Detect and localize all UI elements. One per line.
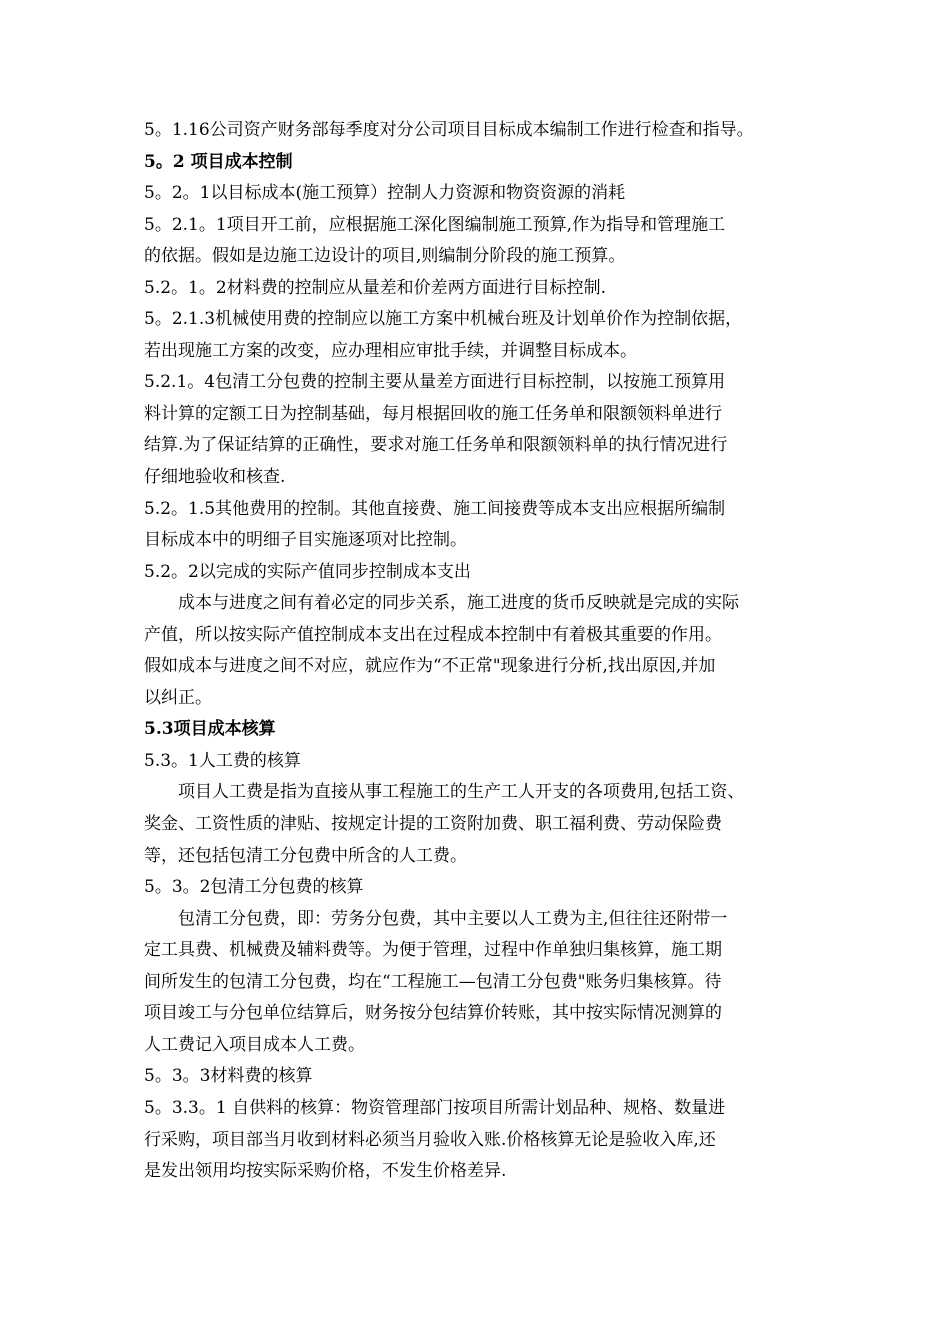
text-line: 以纠正。	[144, 687, 212, 708]
text-line: 仔细地验收和核查.	[144, 467, 286, 488]
text-line: 5。3.3。1 自供料的核算：物资管理部门按项目所需计划品种、规格、数量进	[144, 1097, 726, 1118]
text-line: 项目人工费是指为直接从事工程施工的生产工人开支的各项费用,包括工资、	[178, 782, 745, 803]
text-line: 5。3。2包清工分包费的核算	[144, 877, 364, 898]
text-line: 的依据。假如是边施工边设计的项目,则编制分阶段的施工预算。	[144, 246, 626, 267]
text-line: 人工费记入项目成本人工费。	[144, 1034, 365, 1055]
text-line: 5。1.16公司资产财务部每季度对分公司项目目标成本编制工作进行检查和指导。	[144, 120, 754, 140]
section-heading-5-3: 5.3项目成本核算	[144, 719, 276, 740]
text-line: 5.2。1.5其他费用的控制。其他直接费、施工间接费等成本支出应根据所编制	[144, 498, 726, 519]
text-line: 等，还包括包清工分包费中所含的人工费。	[144, 845, 467, 866]
text-line: 5。3。3材料费的核算	[144, 1066, 313, 1087]
text-line: 目标成本中的明细子目实施逐项对比控制。	[144, 530, 467, 551]
text-line: 料计算的定额工日为控制基础，每月根据回收的施工任务单和限额领料单进行	[144, 403, 722, 424]
text-line: 5.2。1。2材料费的控制应从量差和价差两方面进行目标控制.	[144, 277, 607, 298]
text-line: 包清工分包费，即：劳务分包费，其中主要以人工费为主,但往往还附带一	[178, 908, 728, 929]
text-line: 奖金、工资性质的津贴、按规定计提的工资附加费、职工福利费、劳动保险费	[144, 814, 722, 835]
text-line: 5.3。1人工费的核算	[144, 750, 301, 771]
document-page	[144, 115, 810, 1188]
text-line: 是发出领用均按实际采购价格，不发生价格差异.	[144, 1161, 507, 1182]
text-line: 5。2.1。1项目开工前，应根据施工深化图编制施工预算,作为指导和管理施工	[144, 214, 726, 235]
text-line: 成本与进度之间有着必定的同步关系，施工进度的货币反映就是完成的实际	[178, 593, 739, 614]
text-line: 行采购，项目部当月收到材料必须当月验收入账.价格核算无论是验收入库,还	[144, 1129, 716, 1150]
section-heading-5-2: 5。2 项目成本控制	[144, 151, 293, 172]
text-line: 5.2.1。4包清工分包费的控制主要从量差方面进行目标控制，以按施工预算用	[144, 372, 726, 393]
text-line: 项目竣工与分包单位结算后，财务按分包结算价转账，其中按实际情况测算的	[144, 1003, 722, 1024]
text-line: 间所发生的包清工分包费，均在“工程施工—包清工分包费"账务归集核算。待	[144, 971, 722, 992]
text-line: 结算.为了保证结算的正确性，要求对施工任务单和限额领料单的执行情况进行	[144, 435, 728, 456]
text-line: 假如成本与进度之间不对应，就应作为“不正常"现象进行分析,找出原因,并加	[144, 656, 716, 677]
text-line: 5。2.1.3机械使用费的控制应以施工方案中机械台班及计划单价作为控制依据，	[144, 309, 743, 330]
text-line: 5。2。1以目标成本(施工预算）控制人力资源和物资资源的消耗	[144, 183, 626, 204]
text-line: 5.2。2以完成的实际产值同步控制成本支出	[144, 561, 471, 582]
text-line: 定工具费、机械费及辅料费等。为便于管理，过程中作单独归集核算，施工期	[144, 940, 722, 961]
text-line: 若出现施工方案的改变，应办理相应审批手续，并调整目标成本。	[144, 340, 637, 361]
text-line: 产值，所以按实际产值控制成本支出在过程成本控制中有着极其重要的作用。	[144, 624, 722, 645]
